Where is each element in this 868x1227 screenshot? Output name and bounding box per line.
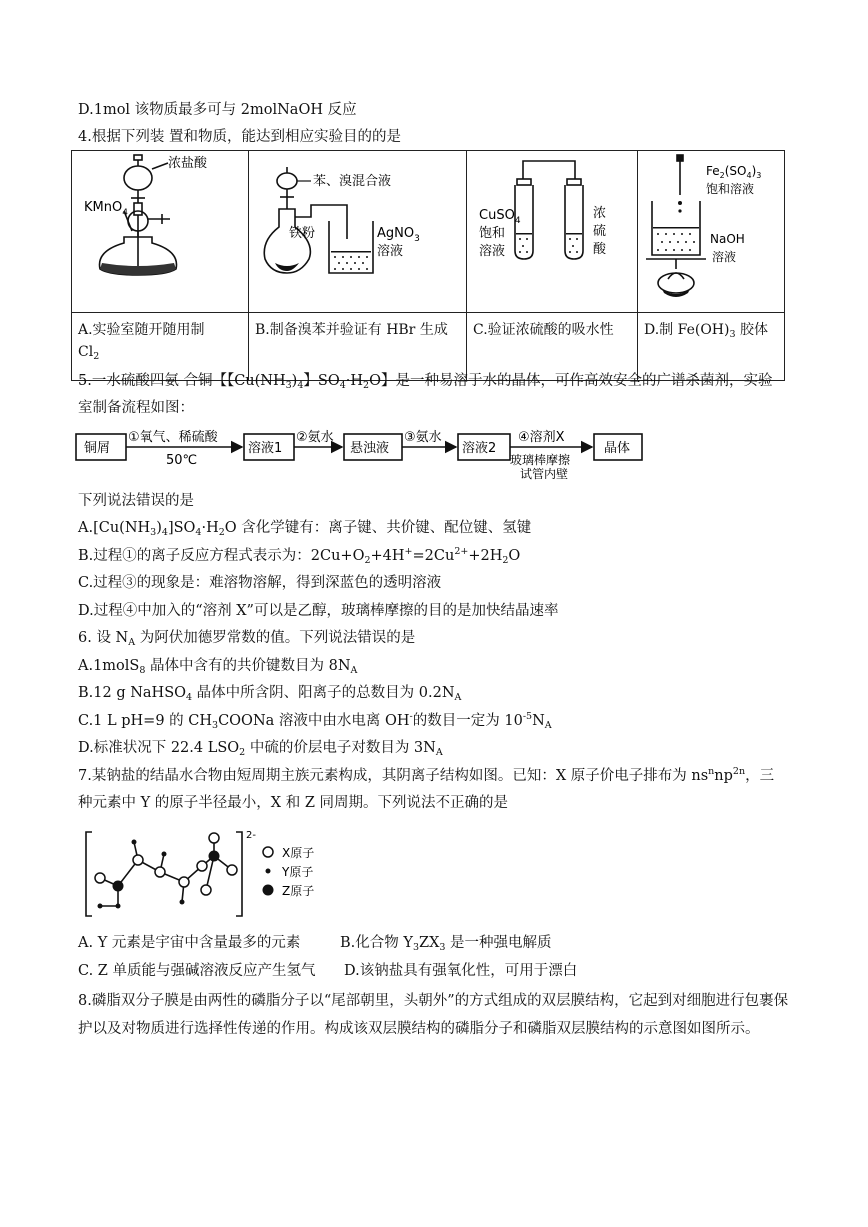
apparatus-d-diagram [638, 151, 784, 308]
apparatus-b-diagram [249, 151, 466, 308]
flow-step3: ③氨水 [404, 430, 442, 445]
q7-option-c: C. Z 单质能与强碱溶液反应产生氢气 [78, 963, 316, 979]
label-iron-powder: 铁粉 [289, 226, 316, 241]
label-fe2so43: $Fe_2(SO_4)_3$ [706, 164, 762, 180]
q5-option-b: B.过程①的离子反应方程式表示为：$2Cu+O_2+4H^+=2Cu^{2+}+2H_2O$ [78, 546, 521, 566]
label-cuso4-saturated: 饱和 [479, 226, 506, 241]
apparatus-d-cell [638, 151, 785, 313]
q6-stem: 6. 设 $N_A$ 为阿伏加德罗常数的值。下列说法错误的是 [78, 630, 416, 648]
label-agno3: AgNO$_3$ [377, 226, 420, 244]
label-naoh-solution: 溶液 [712, 250, 737, 264]
q7-option-d: D.该钠盐具有强氧化性，可用于漂白 [344, 963, 578, 979]
flow-box-suspension: 悬浊液 [350, 441, 390, 456]
q5-flowchart [74, 424, 644, 482]
label-conc-char2: 硫 [593, 224, 607, 239]
q7-stem-line2: 种元素中 Y 的原子半径最小，X 和 Z 同周期。下列说法不正确的是 [78, 795, 509, 811]
caption-c: C.验证浓硫酸的吸水性 [467, 313, 638, 381]
caption-b: B.制备溴苯并验证有 HBr 生成 [249, 313, 467, 381]
q3-option-d: D.1mol 该物质最多可与 2molNaOH 反应 [78, 102, 357, 118]
q5-stem: 5.一水硫酸四氨 合铜【【$Cu(NH_3)_4$】$SO_4\cdot H_2O$】是一种易溶于水的晶体，可作高效安全的广谱杀菌剂，实验 [78, 373, 773, 391]
flow-step4: ④溶剂X [518, 430, 565, 445]
q6-option-b: B.12 g NaHSO$_4$ 晶体中所含阴、阳离子的总数目为 $0.2N_A$ [78, 685, 462, 703]
q8-stem: 8.磷脂双分子膜是由两性的磷脂分子以“尾部朝里，头朝外”的方式组成的双层膜结构，它起到对细胞进行包裹保护以及对物质进行选择性传递的作用。构成该双层膜结构的磷脂分子和磷脂双层膜结构的示意图如图所示。 [78, 993, 789, 1037]
q7-anion-structure [82, 826, 362, 922]
label-saturated-solution: 饱和溶液 [706, 182, 755, 196]
q4-apparatus-table [71, 150, 785, 381]
q7-option-b: B.化合物 $Y_3ZX_3$ 是一种强电解质 [340, 935, 552, 953]
label-naoh: NaOH [710, 232, 745, 246]
label-cuso4-solution: 溶液 [479, 244, 506, 259]
q6-option-a: A.1molS$_8$ 晶体中含有的共价键数目为 $8N_A$ [78, 658, 358, 676]
anion-charge: 2- [246, 830, 256, 841]
flow-step2: ②氨水 [296, 430, 334, 445]
q5-option-d: D.过程④中加入的“溶剂 X”可以是乙醇，玻璃棒摩擦的目的是加快结晶速率 [78, 603, 559, 619]
apparatus-b-cell [249, 151, 467, 313]
flow-step1: ①氧气、稀硫酸 [128, 430, 218, 445]
label-agno3-solution: 溶液 [377, 244, 404, 259]
legend-x-label: X原子 [282, 846, 315, 860]
flow-temp: 50℃ [166, 453, 198, 468]
label-conc-hcl: 浓盐酸 [168, 156, 208, 171]
caption-d: D.制 $Fe(OH)_3$ 胶体 [638, 313, 785, 381]
apparatus-a-cell [72, 151, 249, 313]
legend-y-label: Y原子 [282, 865, 314, 879]
label-benzene-bromine: 苯、溴混合液 [313, 174, 392, 189]
flow-note1: 玻璃棒摩擦 [510, 453, 571, 467]
flow-box-copper: 铜屑 [84, 441, 111, 456]
q6-option-d: D.标准状况下 22.4 $LSO_2$ 中硫的价层电子对数目为 $3N_A$ [78, 740, 443, 758]
label-conc-char1: 浓 [593, 206, 607, 221]
label-kmno4: KMnO$_4$ [84, 200, 128, 218]
q4-stem: 4.根据下列装 置和物质，能达到相应实验目的的是 [78, 129, 401, 145]
q5-option-a: $A.[Cu(NH_3)_4]SO_4\cdot H_2O$ 含化学键有：离子键、共价键、配位键、氢键 [78, 520, 532, 538]
q7-option-a: A. Y 元素是宇宙中含量最多的元素 [78, 935, 301, 951]
caption-a: A.实验室随开随用制 $Cl_2$ [72, 313, 249, 381]
label-conc-char3: 酸 [593, 242, 607, 257]
q5-ask: 下列说法错误的是 [78, 493, 194, 509]
apparatus-c-diagram [467, 151, 637, 308]
flow-box-solution2: 溶液2 [462, 441, 497, 456]
q5-option-c: C.过程③的现象是：难溶物溶解，得到深蓝色的透明溶液 [78, 575, 442, 591]
flow-box-solution1: 溶液1 [248, 441, 283, 456]
flow-note2: 试管内壁 [520, 467, 569, 481]
legend-y-marker [266, 869, 271, 874]
legend-z-marker [263, 885, 274, 896]
label-cuso4: CuSO$_4$ [479, 208, 521, 226]
legend-z-label: Z原子 [282, 884, 315, 898]
q7-stem: 7.某钠盐的结晶水合物由短周期主族元素构成，其阴离子结构如图。已知：X 原子价电子排布为 $ns^nnp^{2n}$，三 [78, 766, 775, 784]
legend-x-marker [263, 847, 273, 857]
flow-box-crystal: 晶体 [604, 441, 631, 456]
apparatus-a-diagram [72, 151, 248, 308]
q6-option-c: C.1 L pH=9 的 $CH_3COONa$ 溶液中由水电离 OH-的数目一定为 $10^{-5}N_A$ [78, 711, 552, 731]
q5-stem-line2: 室制备流程如图： [78, 400, 194, 416]
apparatus-c-cell [467, 151, 638, 313]
